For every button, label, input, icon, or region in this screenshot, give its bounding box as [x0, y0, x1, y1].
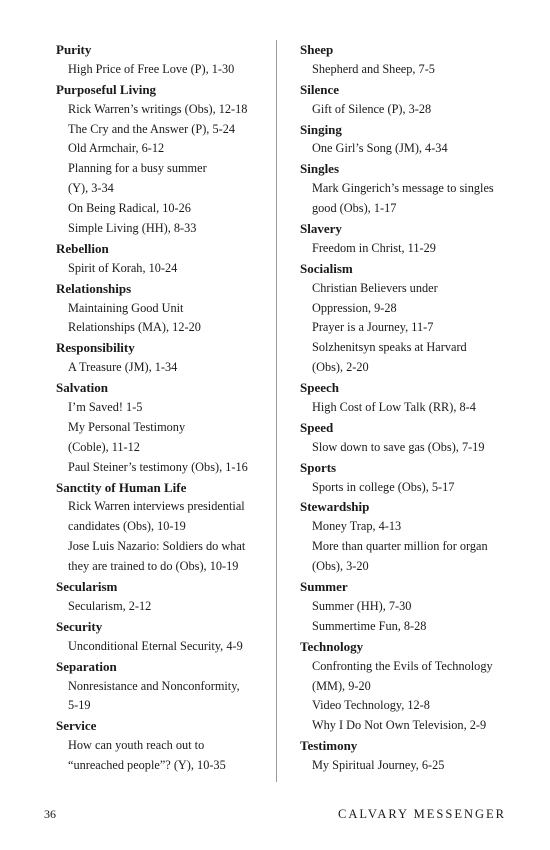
- index-reference: Summertime Fun, 8-28: [312, 618, 427, 633]
- index-reference: Jose Luis Nazario: Soldiers do what: [68, 539, 246, 554]
- index-entry: [56, 40, 274, 80]
- index-reference: Freedom in Christ, 11-29: [312, 240, 436, 255]
- index-column-right: [300, 40, 510, 776]
- index-heading: Sanctity of Human Life: [56, 479, 187, 495]
- index-heading: Service: [56, 718, 97, 734]
- index-reference: My Personal Testimony: [68, 419, 186, 434]
- index-heading: Speech: [300, 380, 339, 396]
- index-reference: Solzhenitsyn speaks at Harvard: [312, 340, 467, 355]
- index-reference: Prayer is a Journey, 11-7: [312, 320, 434, 335]
- index-reference: (Y), 3-34: [68, 181, 114, 196]
- index-entry: [300, 80, 510, 120]
- index-reference: My Spiritual Journey, 6-25: [312, 758, 445, 773]
- index-reference: More than quarter million for organ: [312, 539, 488, 554]
- index-reference: A Treasure (JM), 1-34: [68, 360, 178, 375]
- index-heading: Socialism: [300, 260, 353, 276]
- index-entry: [56, 657, 274, 717]
- index-heading: Relationships: [56, 280, 132, 296]
- index-heading: Technology: [300, 638, 364, 654]
- index-heading: Sheep: [300, 42, 334, 57]
- index-reference: On Being Radical, 10-26: [68, 201, 191, 216]
- index-reference: The Cry and the Answer (P), 5-24: [68, 121, 235, 136]
- index-reference: Relationships (MA), 12-20: [68, 320, 201, 335]
- index-reference: Sports in college (Obs), 5-17: [312, 479, 455, 494]
- index-entry: [300, 418, 510, 458]
- index-reference: One Girl’s Song (JM), 4-34: [312, 141, 448, 156]
- index-heading: Speed: [300, 419, 334, 435]
- index-reference: (MM), 9-20: [312, 678, 371, 693]
- index-reference: Why I Do Not Own Television, 2-9: [312, 718, 487, 733]
- index-reference: Unconditional Eternal Security, 4-9: [68, 638, 243, 653]
- index-heading: Security: [56, 618, 103, 634]
- index-reference: Slow down to save gas (Obs), 7-19: [312, 439, 485, 454]
- index-reference: Mark Gingerich’s message to singles: [312, 181, 494, 196]
- index-entry: [56, 80, 274, 239]
- index-reference: Paul Steiner’s testimony (Obs), 1-16: [68, 459, 248, 474]
- index-heading: Singing: [300, 121, 342, 137]
- index-heading: Secularism: [56, 579, 118, 595]
- index-entry: [56, 577, 274, 617]
- index-reference: Maintaining Good Unit: [68, 300, 184, 315]
- index-column-left: [56, 40, 274, 776]
- index-reference: Confronting the Evils of Technology: [312, 658, 493, 673]
- index-reference: Old Armchair, 6-12: [68, 141, 165, 156]
- index-reference: High Price of Free Love (P), 1-30: [68, 61, 235, 76]
- index-reference: Christian Believers under: [312, 280, 438, 295]
- index-entry: [56, 716, 274, 776]
- index-heading: Separation: [56, 658, 117, 674]
- index-reference: Video Technology, 12-8: [312, 698, 430, 713]
- index-reference: (Coble), 11-12: [68, 439, 140, 454]
- index-reference: Summer (HH), 7-30: [312, 598, 412, 613]
- index-heading: Rebellion: [56, 240, 109, 256]
- index-entry: [56, 478, 274, 577]
- index-reference: 5-19: [68, 698, 91, 713]
- index-reference: Planning for a busy summer: [68, 161, 207, 176]
- index-entry: [300, 577, 510, 637]
- index-heading: Purposeful Living: [56, 81, 157, 97]
- index-heading: Slavery: [300, 221, 342, 237]
- index-reference: How can youth reach out to: [68, 738, 205, 753]
- index-heading: Purity: [56, 42, 92, 57]
- index-entry: [300, 159, 510, 219]
- index-reference: they are trained to do (Obs), 10-19: [68, 559, 239, 574]
- index-heading: Summer: [300, 579, 348, 595]
- index-heading: Stewardship: [300, 499, 370, 515]
- index-reference: I’m Saved! 1-5: [68, 400, 143, 415]
- index-heading: Responsibility: [56, 340, 135, 356]
- index-entry: [56, 617, 274, 657]
- index-entry: [300, 219, 510, 259]
- index-heading: Silence: [300, 81, 339, 97]
- publication-name: CALVARY MESSENGER: [338, 807, 506, 821]
- index-entry: [300, 40, 510, 80]
- index-reference: High Cost of Low Talk (RR), 8-4: [312, 400, 476, 415]
- index-reference: Shepherd and Sheep, 7-5: [312, 61, 435, 76]
- index-reference: good (Obs), 1-17: [312, 201, 397, 216]
- index-entry: [300, 120, 510, 160]
- index-reference: “unreached people”? (Y), 10-35: [68, 758, 226, 773]
- index-heading: Sports: [300, 459, 337, 475]
- index-reference: Nonresistance and Nonconformity,: [68, 678, 240, 693]
- index-reference: candidates (Obs), 10-19: [68, 519, 186, 534]
- index-entry: [56, 279, 274, 339]
- index-entry: [300, 259, 510, 378]
- index-reference: Money Trap, 4-13: [312, 519, 402, 534]
- index-reference: (Obs), 3-20: [312, 559, 369, 574]
- index-reference: Rick Warren’s writings (Obs), 12-18: [68, 101, 248, 116]
- index-reference: Gift of Silence (P), 3-28: [312, 101, 432, 116]
- index-reference: Rick Warren interviews presidential: [68, 499, 245, 514]
- index-heading: Salvation: [56, 380, 109, 396]
- index-entry: [300, 458, 510, 498]
- index-entry: [300, 736, 510, 776]
- index-entry: [300, 497, 510, 577]
- index-reference: Oppression, 9-28: [312, 300, 397, 315]
- column-divider: [276, 40, 277, 782]
- index-entry: [56, 338, 274, 378]
- index-entry: [300, 378, 510, 418]
- index-reference: Secularism, 2-12: [68, 598, 152, 613]
- index-entry: [300, 637, 510, 736]
- page-number: 36: [44, 807, 56, 821]
- index-heading: Singles: [300, 161, 340, 177]
- index-heading: Testimony: [300, 738, 358, 754]
- index-reference: (Obs), 2-20: [312, 360, 369, 375]
- index-entry: [56, 378, 274, 477]
- index-reference: Spirit of Korah, 10-24: [68, 260, 178, 275]
- index-reference: Simple Living (HH), 8-33: [68, 221, 197, 236]
- index-entry: [56, 239, 274, 279]
